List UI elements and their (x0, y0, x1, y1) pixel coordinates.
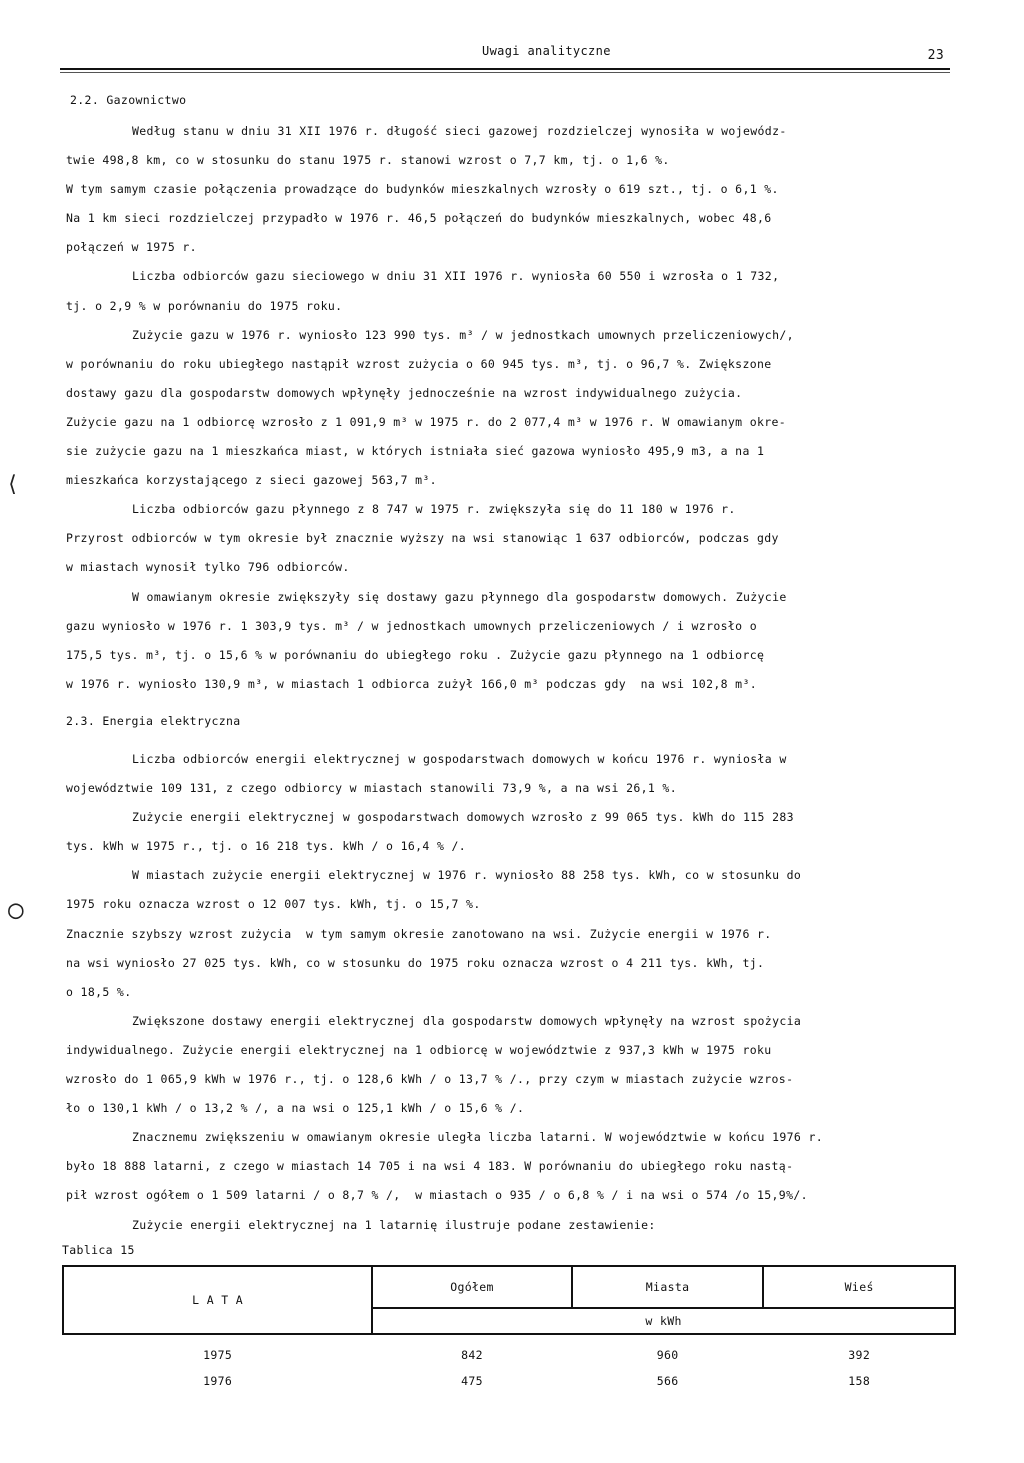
text-line: gazu wyniosło w 1976 r. 1 303,9 tys. m³ / w jednostkach umownych przeliczeniowych / i wzrosło o (66, 618, 757, 633)
running-title: Uwagi analityczne (482, 44, 611, 58)
text-line: w 1976 r. wyniosło 130,9 m³, w miastach 1 odbiorca zużył 166,0 m³ podczas gdy na wsi 102,8 m³. (66, 676, 757, 691)
text-line: ło o 130,1 kWh / o 13,2 % /, a na wsi o 125,1 kWh / o 15,6 % /. (66, 1101, 525, 1116)
header-rule (60, 68, 950, 70)
data-table (62, 1265, 956, 1394)
unit-label: w kWh (372, 1308, 955, 1334)
text-line: sie zużycie gazu na 1 mieszkańca miast, w których istniała sieć gazowa wyniosło 495,9 m3, a na 1 (66, 444, 765, 459)
text-line: województwie 109 131, z czego odbiorcy w miastach stanowili 73,9 %, a na wsi 26,1 %. (66, 781, 677, 796)
text-line: W miastach zużycie energii elektrycznej w 1976 r. wyniosło 88 258 tys. kWh, co w stosunku do (132, 868, 802, 883)
table-row (63, 1334, 955, 1368)
text-line: w porównaniu do roku ubiegłego nastąpił wzrost zużycia o 60 945 tys. m³, tj. o 96,7 %. Zwiększone (66, 356, 772, 371)
text-line: Znacznemu zwiększeniu w omawianym okresie uległa liczba latarni. W województwie w końcu 1976 r. (132, 1130, 823, 1145)
text-line: W omawianym okresie zwiększyły się dostawy gazu płynnego dla gospodarstw domowych. Zużycie (132, 589, 787, 604)
section-heading-gas: 2.2. Gazownictwo (70, 93, 187, 107)
page-number: 23 (927, 48, 944, 63)
text-line: wzrosło do 1 065,9 kWh w 1976 r., tj. o 128,6 kWh / o 13,7 % /., przy czym w miastach zużycie wzros- (66, 1072, 794, 1087)
text-line: tj. o 2,9 % w porównaniu do 1975 roku. (66, 298, 343, 313)
cell-ogolem: 475 (461, 1374, 483, 1388)
col-header-ogolem: Ogółem (372, 1266, 572, 1308)
text-line: na wsi wyniosło 27 025 tys. kWh, co w stosunku do 1975 roku oznacza wzrost o 4 211 tys. kWh, tj. (66, 955, 765, 970)
page-header (0, 44, 1024, 74)
text-line: Zużycie gazu na 1 odbiorcę wzrosło z 1 091,9 m³ w 1975 r. do 2 077,4 m³ w 1976 r. W omawianym okre- (66, 414, 787, 429)
cell-miasta: 960 (656, 1348, 679, 1362)
section-body-energy (66, 745, 956, 1240)
cell-wies: 392 (848, 1348, 871, 1362)
text-line: Zwiększone dostawy energii elektrycznej dla gospodarstw domowych wpłynęły na wzrost spożycia (132, 1013, 802, 1028)
text-line: było 18 888 latarni, z czego w miastach 14 705 i na wsi 4 183. W porównaniu do ubiegłego roku nastą- (66, 1159, 794, 1174)
text-line: 1975 roku oznacza wzrost o 12 007 tys. kWh, tj. o 15,7 %. (66, 897, 481, 912)
table-caption: Tablica 15 (62, 1243, 135, 1257)
text-line: Zużycie gazu w 1976 r. wyniosło 123 990 tys. m³ / w jednostkach umownych przeliczeniowych/, (132, 327, 794, 342)
col-header-miasta: Miasta (572, 1266, 764, 1308)
text-line: Na 1 km sieci rozdzielczej przypadło w 1976 r. 46,5 połączeń do budynków mieszkalnych, wobec 48,6 (66, 211, 772, 226)
text-line: Liczba odbiorców energii elektrycznej w gospodarstwach domowych w końcu 1976 r. wyniosła w (132, 752, 787, 766)
text-line: Liczba odbiorców gazu płynnego z 8 747 w 1975 r. zwiększyła się do 11 180 w 1976 r. (132, 502, 736, 517)
cell-ogolem: 842 (461, 1348, 483, 1362)
text-line: pił wzrost ogółem o 1 509 latarni / o 8,7 % /, w miastach o 935 / o 6,8 % / i na wsi o 574 /o 15,9%/. (66, 1188, 808, 1203)
text-line: 175,5 tys. m³, tj. o 15,6 % w porównaniu do ubiegłego roku . Zużycie gazu płynnego na 1 odbiorcę (66, 647, 765, 662)
text-line: indywidualnego. Zużycie energii elektrycznej na 1 odbiorcę w województwie z 937,3 kWh w 1975 roku (66, 1042, 772, 1057)
text-line: twie 498,8 km, co w stosunku do stanu 1975 r. stanowi wzrost o 7,7 km, tj. o 1,6 %. (66, 153, 670, 168)
text-line: Liczba odbiorców gazu sieciowego w dniu 31 XII 1976 r. wyniosła 60 550 i wzrosła o 1 732, (132, 269, 780, 284)
text-line: dostawy gazu dla gospodarstw domowych wpłynęły jednocześnie na wzrost indywidualnego zużycia. (66, 385, 743, 400)
punch-hole-icon: ○ (8, 895, 25, 925)
text-line: Zużycie energii elektrycznej w gospodarstwach domowych wzrosło z 99 065 tys. kWh do 115 283 (132, 810, 794, 825)
col-header-wies: Wieś (763, 1266, 955, 1308)
cell-wies: 158 (848, 1374, 871, 1388)
text-line: Zużycie energii elektrycznej na 1 latarnię ilustruje podane zestawienie: (132, 1217, 656, 1232)
table-row (63, 1368, 955, 1394)
text-line: o 18,5 %. (66, 984, 132, 999)
table-header-row (63, 1266, 955, 1308)
section-heading-energy: 2.3. Energia elektryczna (66, 714, 241, 728)
text-line: W tym samym czasie połączenia prowadzące do budynków mieszkalnych wzrosły o 619 szt., tj. o 6,1 %. (66, 182, 779, 197)
text-line: połączeń w 1975 r. (66, 240, 197, 255)
text-line: Według stanu w dniu 31 XII 1976 r. długość sieci gazowej rozdzielczej wynosiła w wojewódz- (132, 124, 787, 138)
header-rule-thin (60, 72, 950, 73)
col-header-lata: L A T A (63, 1266, 372, 1334)
text-line: w miastach wynosił tylko 796 odbiorców. (66, 560, 350, 575)
text-line: Przyrost odbiorców w tym okresie był znacznie wyższy na wsi stanowiąc 1 637 odbiorców, podczas gdy (66, 531, 779, 546)
text-line: Znacznie szybszy wzrost zużycia w tym samym okresie zanotowano na wsi. Zużycie energii w 1976 r. (66, 926, 772, 941)
text-line: tys. kWh w 1975 r., tj. o 16 218 tys. kWh / o 16,4 % /. (66, 839, 467, 854)
section-body-gas (66, 117, 956, 699)
cell-year: 1975 (203, 1348, 233, 1362)
scan-mark-icon: ⟨ (6, 472, 20, 497)
cell-miasta: 566 (656, 1374, 679, 1388)
text-line: mieszkańca korzystającego z sieci gazowej 563,7 m³. (66, 473, 437, 488)
cell-year: 1976 (203, 1374, 233, 1388)
